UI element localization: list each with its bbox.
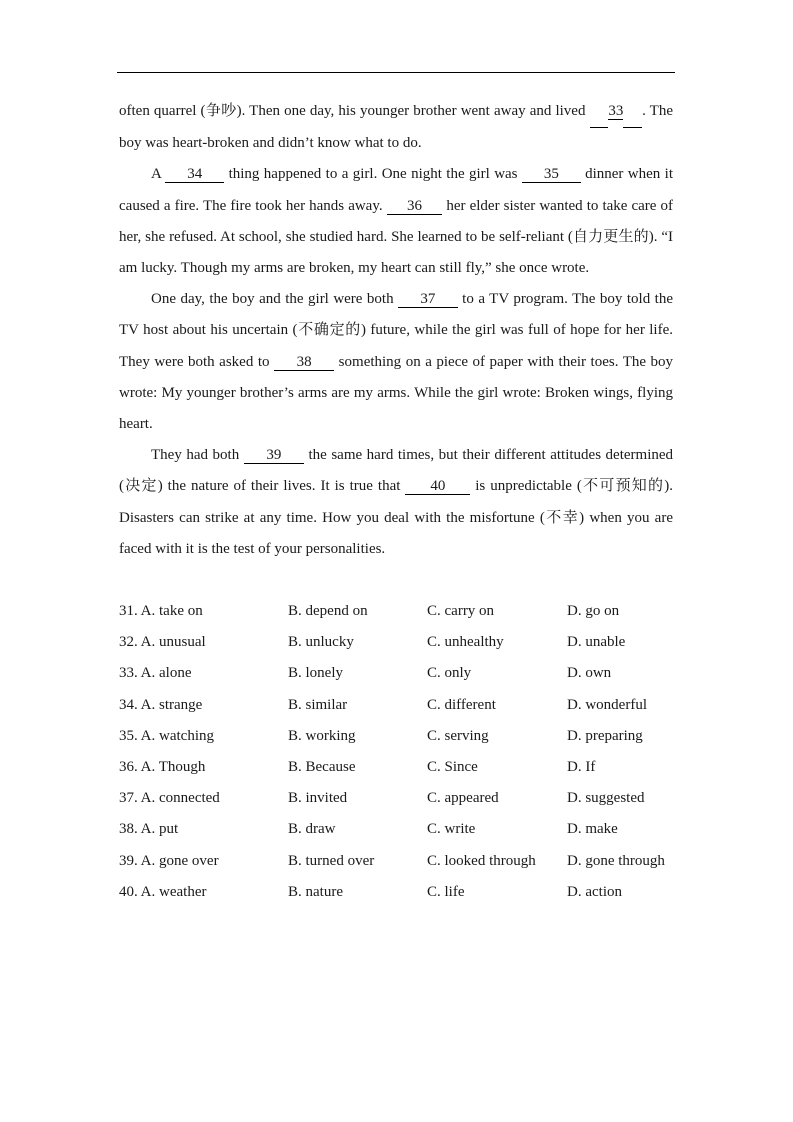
option-a: 35. A. watching xyxy=(119,727,214,744)
paragraph-text: A xyxy=(151,166,166,183)
option-b: B. working xyxy=(288,727,356,744)
paragraph-text: to a TV program. The boy told the TV host about his uncertain (不确定的) future, while the girl was full of hope for her life. They were both asked to xyxy=(119,291,673,370)
option-c: C. carry on xyxy=(427,603,495,619)
option-c: C. different xyxy=(427,696,496,713)
option-row-34 xyxy=(119,690,679,721)
option-b: B. depend on xyxy=(288,603,368,619)
answer-options xyxy=(119,596,679,908)
paragraph-text: . The boy was heart-broken and didn’t know what to do. xyxy=(119,103,673,152)
cloze-passage xyxy=(119,96,673,565)
option-c: C. Since xyxy=(427,758,478,775)
blank-number: 33 xyxy=(608,103,624,119)
option-row-36 xyxy=(119,752,679,783)
paragraph-3 xyxy=(119,284,673,440)
option-row-37 xyxy=(119,783,679,814)
option-d: D. preparing xyxy=(567,727,643,744)
paragraph-text: is unpredictable (不可预知的). Disasters can strike at any time. How you deal with the misfortune (不幸) when you are faced with it is the test of your personalities. xyxy=(119,478,674,557)
paragraph-text: thing happened to a girl. One night the girl was xyxy=(224,166,522,183)
paragraph-text: One day, the boy and the girl were both xyxy=(151,291,399,308)
option-c: C. unhealthy xyxy=(427,634,504,651)
option-d: D. own xyxy=(567,665,612,682)
option-row-33 xyxy=(119,658,679,689)
option-d: D. make xyxy=(567,821,618,838)
option-b: B. similar xyxy=(288,696,348,713)
blank-number: 36 xyxy=(407,197,422,214)
paragraph-text: dinner when it caused a fire. The fire took her hands away. xyxy=(119,166,674,214)
option-c: C. appeared xyxy=(427,790,499,807)
option-c: C. life xyxy=(427,883,465,900)
option-a: 34. A. strange xyxy=(119,696,203,713)
option-a: 36. A. Though xyxy=(119,758,206,775)
option-b: B. unlucky xyxy=(288,634,354,651)
option-a: 38. A. put xyxy=(119,821,179,838)
blank-number: 40 xyxy=(430,478,446,495)
paragraph-4 xyxy=(119,440,673,565)
option-b: B. invited xyxy=(288,790,348,807)
header-rule xyxy=(117,72,675,73)
blank-number: 37 xyxy=(420,291,436,308)
option-c: C. serving xyxy=(427,727,489,744)
blank-33-tail xyxy=(623,96,642,128)
option-d: D. go on xyxy=(567,603,620,619)
option-a: 39. A. gone over xyxy=(119,852,219,869)
option-b: B. lonely xyxy=(288,665,343,682)
option-row-35 xyxy=(119,721,679,752)
paragraph-text: often quarrel (争吵). Then one day, his younger brother went away and lived xyxy=(119,103,590,119)
option-c: C. looked through xyxy=(427,852,536,869)
option-d: D. unable xyxy=(567,634,626,651)
option-row-39 xyxy=(119,846,679,877)
blank-number: 39 xyxy=(266,447,282,464)
paragraph-1 xyxy=(119,96,673,159)
option-a: 40. A. weather xyxy=(119,883,207,900)
option-a: 31. A. take on xyxy=(119,603,203,619)
blank-33 xyxy=(590,96,609,128)
option-a: 37. A. connected xyxy=(119,790,220,807)
option-row-40 xyxy=(119,877,679,908)
option-row-31 xyxy=(119,596,679,627)
option-d: D. If xyxy=(567,758,596,775)
option-b: B. Because xyxy=(288,758,356,775)
option-b: B. nature xyxy=(288,883,343,900)
option-a: 33. A. alone xyxy=(119,665,192,682)
paragraph-text: her elder sister wanted to take care of her, she refused. At school, she studied hard. She learned to be self-reliant (自力更生的). “I am lucky. Though my arms are broken, my heart can still fly,” she once wrote. xyxy=(119,197,674,277)
blank-number: 35 xyxy=(543,166,559,183)
option-d: D. wonderful xyxy=(567,696,647,713)
paragraph-text: something on a piece of paper with their toes. The boy wrote: My younger brother’s arms are my arms. While the girl wrote: Broken wings, flying heart. xyxy=(119,353,674,433)
paragraph-text: They had both xyxy=(151,447,244,464)
option-b: B. draw xyxy=(288,821,336,838)
option-d: D. action xyxy=(567,883,622,900)
option-b: B. turned over xyxy=(288,852,375,869)
blank-number: 38 xyxy=(296,353,312,370)
option-a: 32. A. unusual xyxy=(119,634,206,651)
blank-number: 34 xyxy=(187,166,203,183)
option-c: C. write xyxy=(427,821,476,838)
option-d: D. gone through xyxy=(567,852,665,869)
option-d: D. suggested xyxy=(567,790,645,807)
option-c: C. only xyxy=(427,665,472,682)
paragraph-text: the same hard times, but their different attitudes determined (决定) the nature of their lives. It is true that xyxy=(119,447,674,495)
option-row-38 xyxy=(119,814,679,845)
paragraph-2 xyxy=(119,159,673,284)
option-row-32 xyxy=(119,627,679,658)
